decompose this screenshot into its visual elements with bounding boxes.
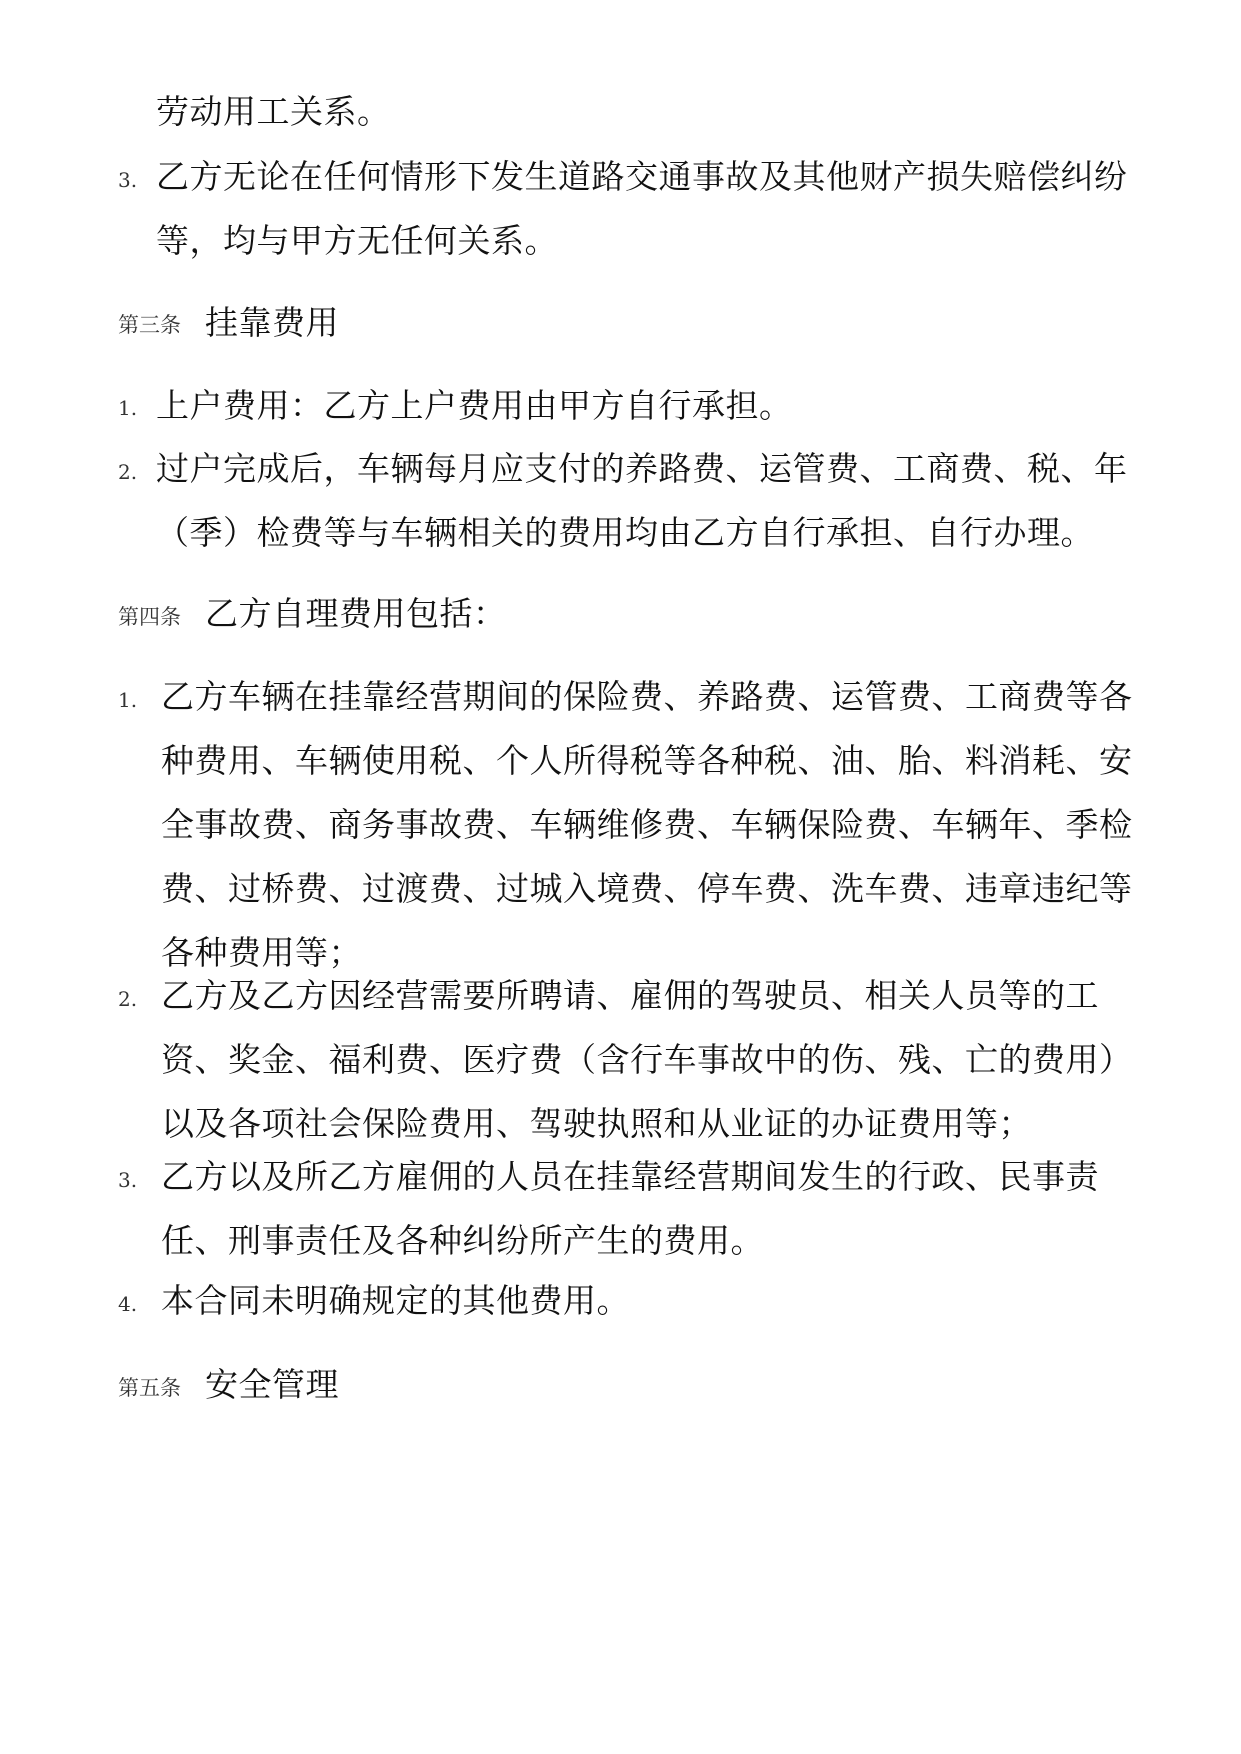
art4-item-2-number: 2. bbox=[118, 987, 138, 1011]
art4-item-2-text: 乙方及乙方因经营需要所聘请、雇佣的驾驶员、相关人员等的工资、奖金、福利费、医疗费（含行车事故中的伤、残、亡的费用）以及各项社会保险费用、驾驶执照和从业证的办证费用等； bbox=[161, 976, 1133, 1143]
article-5-number: 第五条 bbox=[118, 1376, 181, 1400]
art3-item-1-text: 上户费用：乙方上户费用由甲方自行承担。 bbox=[156, 386, 793, 425]
art4-item-3-number: 3. bbox=[118, 1168, 138, 1192]
art3-item-2-number: 2. bbox=[118, 460, 138, 484]
art4-item-3-text: 乙方以及所乙方雇佣的人员在挂靠经营期间发生的行政、民事责任、刑事责任及各种纠纷所产生的费用。 bbox=[161, 1157, 1099, 1260]
article-5-title: 安全管理 bbox=[205, 1365, 339, 1404]
art3-item-1-number: 1. bbox=[118, 396, 138, 420]
continued-paragraph: 劳动用工关系。 bbox=[156, 92, 391, 131]
article-4-number: 第四条 bbox=[118, 605, 181, 629]
art2-item-3-text: 乙方无论在任何情形下发生道路交通事故及其他财产损失赔偿纠纷等，均与甲方无任何关系。 bbox=[156, 157, 1128, 260]
art4-item-4-text: 本合同未明确规定的其他费用。 bbox=[161, 1281, 630, 1320]
article-4-title: 乙方自理费用包括： bbox=[205, 594, 507, 633]
article-3-title: 挂靠费用 bbox=[205, 303, 339, 342]
art3-item-2-text: 过户完成后，车辆每月应支付的养路费、运管费、工商费、税、年（季）检费等与车辆相关的费用均由乙方自行承担、自行办理。 bbox=[156, 449, 1128, 552]
art4-item-4-number: 4. bbox=[118, 1292, 138, 1316]
art4-item-1-number: 1. bbox=[118, 688, 138, 712]
article-3-number: 第三条 bbox=[118, 313, 181, 337]
art2-item-3-number: 3. bbox=[118, 168, 138, 192]
art4-item-1-text: 乙方车辆在挂靠经营期间的保险费、养路费、运管费、工商费等各种费用、车辆使用税、个人所得税等各种税、油、胎、料消耗、安全事故费、商务事故费、车辆维修费、车辆保险费、车辆年、季检费、过桥费、过渡费、过城入境费、停车费、洗车费、违章违纪等各种费用等； bbox=[161, 677, 1133, 972]
